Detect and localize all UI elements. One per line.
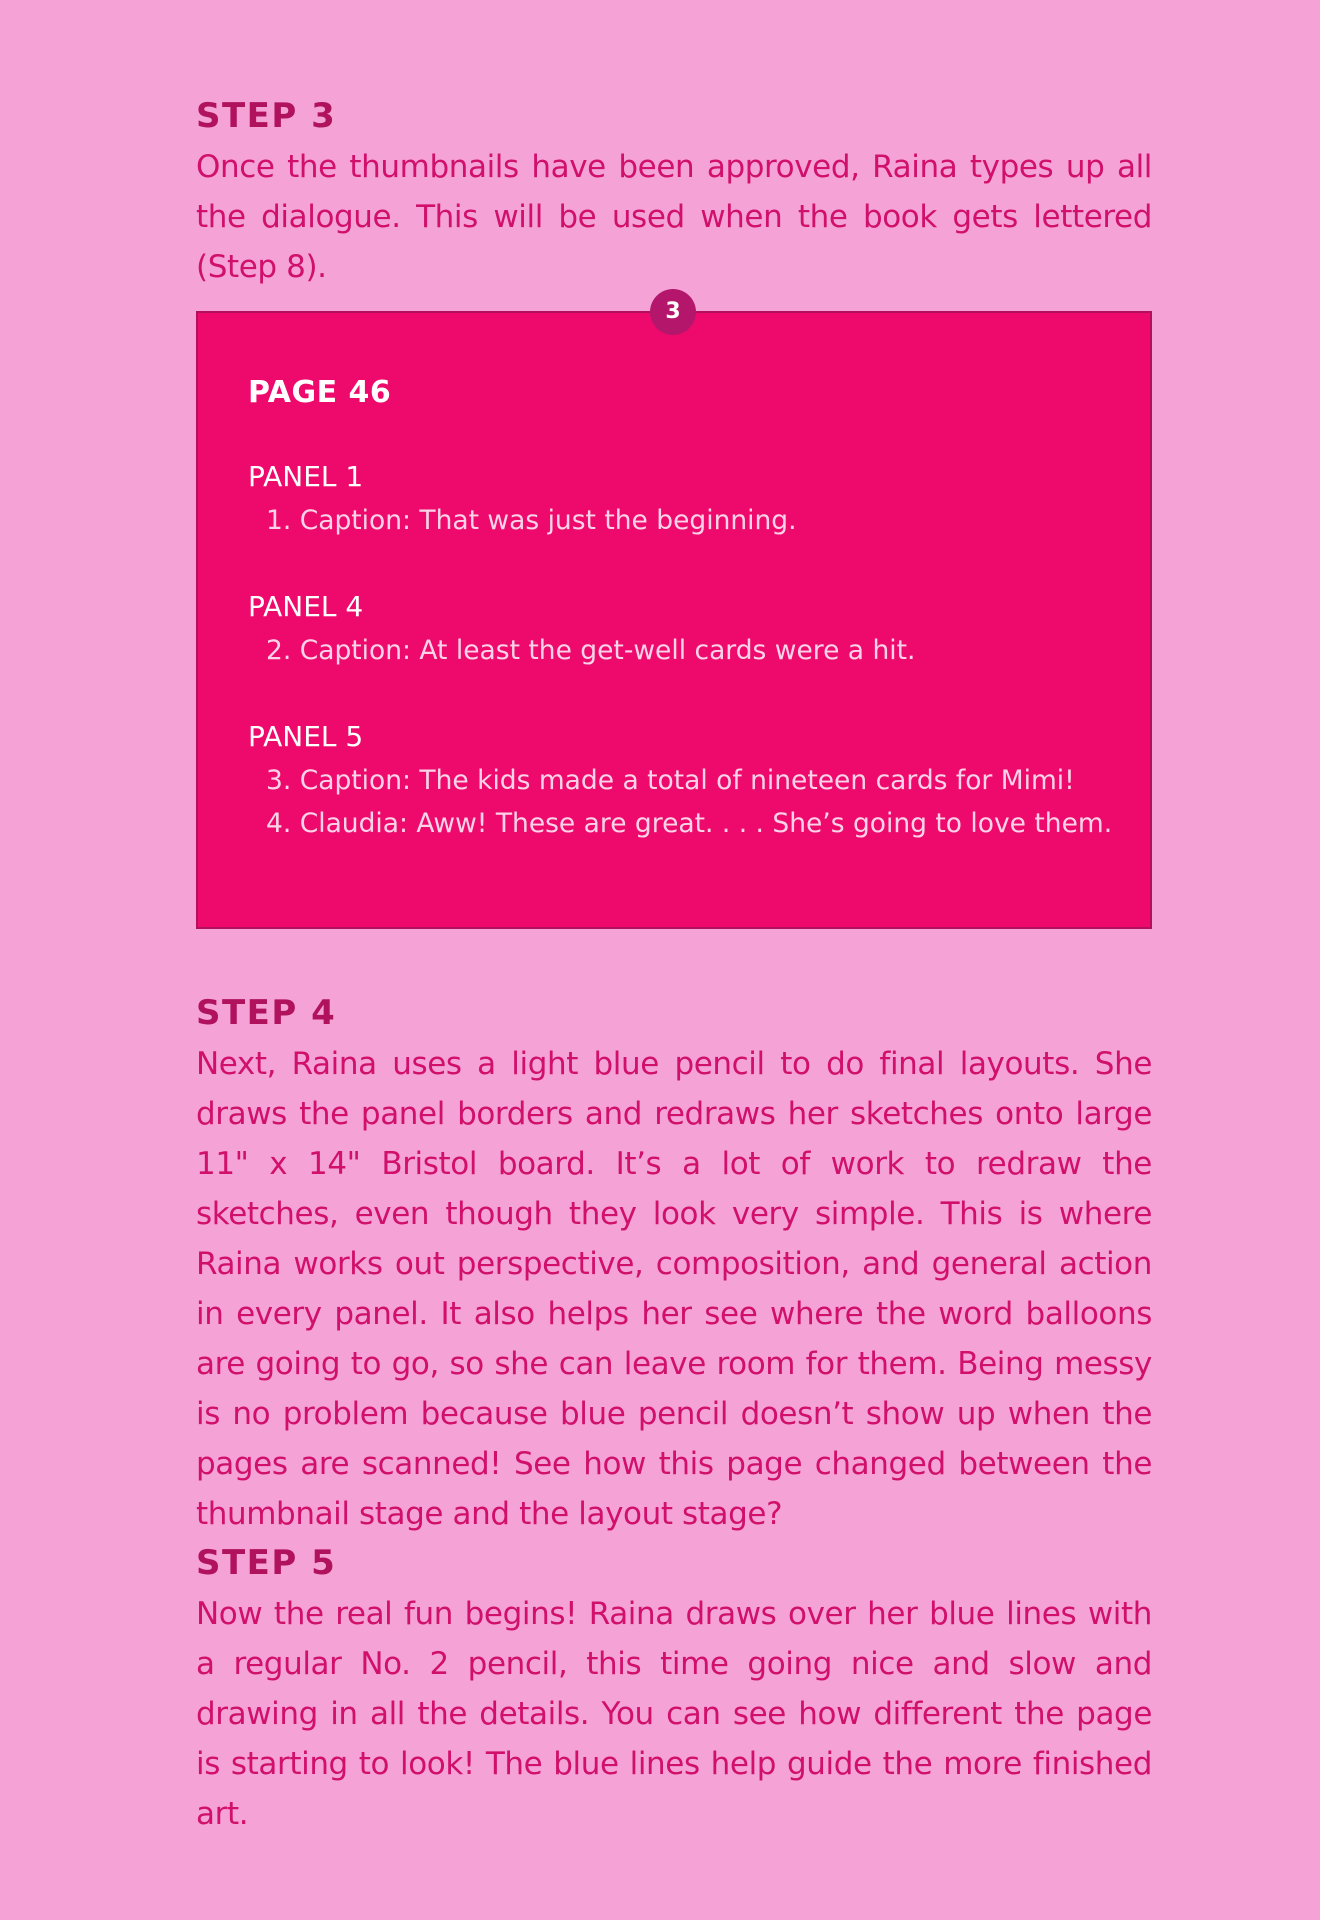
step-number-badge: 3 <box>650 289 696 335</box>
dialogue-line: 3. Caption: The kids made a total of nineteen cards for Mimi! <box>266 765 1075 796</box>
panel-dialogue-list <box>248 499 1108 542</box>
panel-title: PANEL 1 <box>248 460 364 493</box>
panel-dialogue-list <box>248 629 1108 672</box>
dialogue-line: 1. Caption: That was just the beginning. <box>266 505 797 536</box>
dialogue-line: 2. Caption: At least the get-well cards were a hit. <box>266 635 916 666</box>
step-3-body: Once the thumbnails have been approved, Raina types up all the dialogue. This will be used when the book gets lettered (Step 8). <box>196 149 1152 285</box>
step-5-body: Now the real fun begins! Raina draws over her blue lines with a regular No. 2 pencil, this time going nice and slow and drawing in all the details. You can see how different the page is starting to look! The blue lines help guide the more finished art. <box>196 1596 1152 1832</box>
step-5-heading: STEP 5 <box>196 1543 337 1583</box>
panel-title: PANEL 5 <box>248 720 364 753</box>
script-panel-1 <box>248 457 1108 542</box>
script-page-label: PAGE 46 <box>248 375 392 410</box>
step-5-section <box>196 1543 1152 1839</box>
script-panel-5 <box>248 717 1113 845</box>
panel-dialogue-list <box>248 759 1113 845</box>
step-3-heading: STEP 3 <box>196 96 337 136</box>
step-4-body: Next, Raina uses a light blue pencil to do final layouts. She draws the panel borders and redraws her sketches onto large 11" x 14" Bristol board. It’s a lot of work to redraw the sketches, even though they look very simple. This is where Raina works out perspective, composition, and general action in every panel. It also helps her see where the word balloons are going to go, so she can leave room for them. Being messy is no problem because blue pencil doesn’t show up when the pages are scanned! See how this page changed between the thumbnail stage and the layout stage? <box>196 1046 1152 1532</box>
script-panel-4 <box>248 587 1108 672</box>
step-4-section <box>196 993 1152 1539</box>
step-3-section <box>196 96 1152 292</box>
dialogue-line: 4. Claudia: Aww! These are great. . . . She’s going to love them. <box>266 808 1113 839</box>
panel-title: PANEL 4 <box>248 590 364 623</box>
dialogue-script-box <box>196 299 1152 929</box>
step-4-heading: STEP 4 <box>196 993 337 1033</box>
